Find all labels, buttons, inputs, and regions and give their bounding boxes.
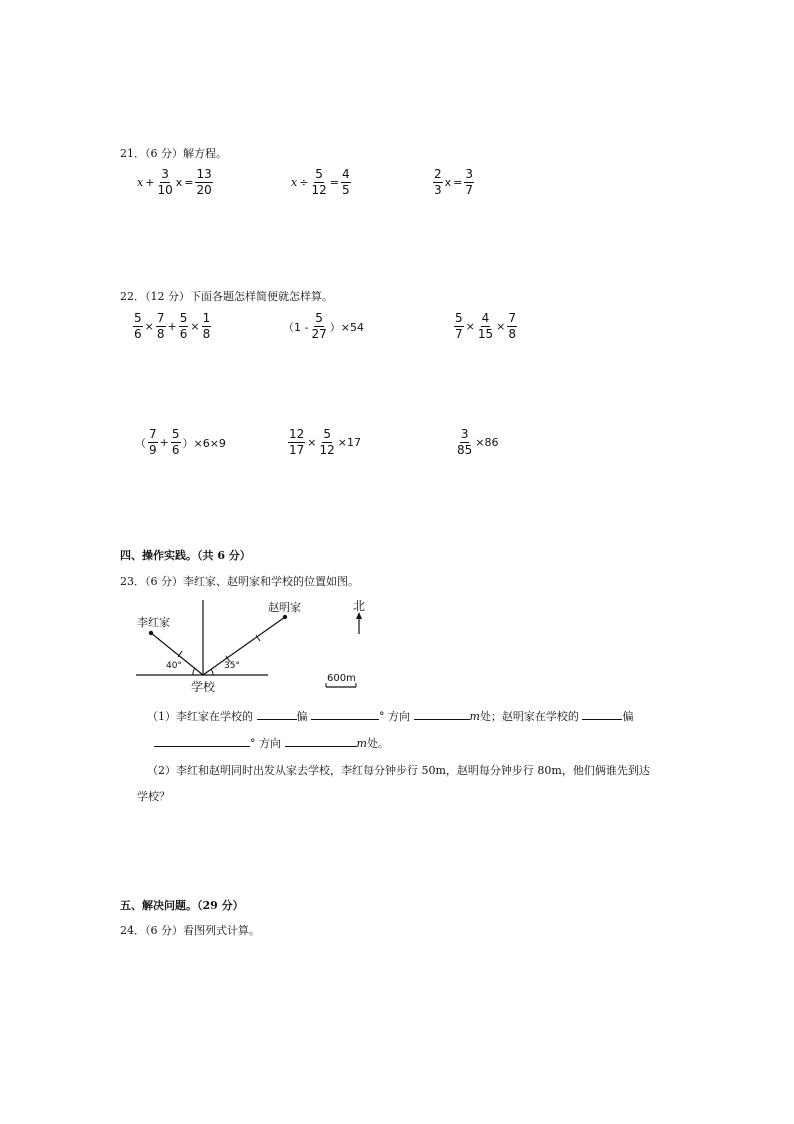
q23-part-2-line-1: （2）李红和赵明同时出发从家去学校，李红每分钟步行 50m，赵明每分钟步行 80m，他们俩谁先到达	[147, 764, 650, 777]
text: ° 方向	[379, 710, 410, 723]
unit: m	[356, 737, 367, 750]
q22-expression-4	[134, 428, 227, 457]
fraction: $\frac{5}{12}$	[311, 167, 327, 197]
zhaoming-point	[283, 615, 287, 619]
q22-expression-2	[282, 312, 365, 341]
q23-part-1-line-2	[154, 735, 389, 751]
section-5-title: 五、解决问题。（29 分）	[120, 899, 244, 912]
angle-arc-right	[211, 669, 213, 675]
unit: m	[469, 710, 480, 723]
text: ）×54	[329, 320, 364, 334]
text: （1 -	[283, 320, 309, 334]
operator: ÷	[299, 176, 309, 189]
fraction: $\frac{5}{12}$	[319, 427, 335, 457]
text: ° 方向	[250, 737, 281, 750]
text: （1）李红家在学校的	[147, 710, 253, 723]
lihong-label: 李红家	[137, 616, 170, 629]
text: 处。	[366, 737, 389, 750]
text: 偏	[296, 710, 308, 723]
fraction: $\frac{3}{7}$	[465, 167, 474, 197]
operator: +	[145, 176, 155, 189]
variable: x	[291, 176, 298, 189]
operator: ×	[307, 436, 317, 449]
fraction: $\frac{3}{85}$	[457, 427, 473, 457]
answer-blank[interactable]	[414, 708, 470, 720]
operator: +	[167, 320, 177, 333]
text: 偏	[622, 710, 634, 723]
angle-arc-left	[193, 668, 195, 675]
answer-blank[interactable]	[285, 735, 357, 747]
operator: ×	[190, 320, 200, 333]
answer-blank[interactable]	[257, 708, 297, 720]
position-diagram	[130, 596, 375, 696]
variable: x	[444, 176, 452, 189]
answer-blank[interactable]	[154, 735, 250, 747]
q23-part-2-line-2: 学校？	[137, 790, 170, 803]
operator: +	[159, 436, 169, 449]
q23-header: 23．（6 分）李红家、赵明家和学校的位置如图。	[120, 575, 359, 588]
text: ×17	[337, 436, 361, 449]
angle-label-left: 40°	[166, 661, 182, 671]
q22-expression-6	[455, 428, 500, 457]
q22-expression-3	[453, 312, 518, 341]
fraction: $\frac{13}{20}$	[196, 167, 212, 197]
q21-equation-2	[290, 168, 352, 197]
fraction: $\frac{5}{6}$	[134, 311, 142, 341]
text: （	[135, 436, 146, 450]
fraction: $\frac{5}{6}$	[171, 427, 180, 457]
operator: =	[453, 176, 463, 189]
scale-label: 600m	[327, 673, 356, 684]
zhaoming-label: 赵明家	[268, 601, 301, 614]
section-4-title: 四、操作实践。（共 6 分）	[120, 549, 251, 562]
variable: x	[137, 176, 144, 189]
q22-expression-1	[132, 312, 212, 341]
q21-equation-3	[432, 168, 475, 197]
operator: ×	[496, 320, 506, 333]
north-label: 北	[353, 599, 366, 613]
answer-blank[interactable]	[311, 708, 379, 720]
fraction: $\frac{1}{8}$	[202, 311, 211, 341]
operator: ×	[465, 320, 475, 333]
text: ×86	[475, 436, 499, 449]
fraction: $\frac{7}{9}$	[149, 427, 157, 457]
fraction: $\frac{7}{8}$	[508, 311, 516, 341]
text: 处；赵明家在学校的	[479, 710, 579, 723]
operator: =	[329, 176, 339, 189]
answer-blank[interactable]	[582, 708, 622, 720]
operator: =	[184, 176, 194, 189]
fraction: $\frac{5}{6}$	[179, 311, 188, 341]
q22-expression-5	[287, 428, 362, 457]
fraction: $\frac{3}{10}$	[157, 167, 173, 197]
q24-header: 24．（6 分）看图列式计算。	[120, 924, 260, 937]
fraction: $\frac{5}{27}$	[311, 311, 327, 341]
fraction: $\frac{7}{8}$	[156, 311, 165, 341]
fraction: $\frac{4}{15}$	[477, 311, 494, 341]
school-label: 学校	[191, 680, 216, 694]
fraction: $\frac{5}{7}$	[455, 311, 463, 341]
lihong-point	[149, 631, 153, 635]
q21-header: 21．（6 分）解方程。	[120, 147, 227, 160]
fraction: $\frac{12}{17}$	[289, 427, 305, 457]
text: ）×6×9	[182, 436, 226, 450]
q23-part-1-line-1	[147, 708, 633, 724]
fraction: $\frac{4}{5}$	[341, 167, 350, 197]
q21-equation-1	[136, 168, 214, 197]
angle-label-right: 35°	[224, 661, 240, 671]
variable: x	[175, 176, 183, 189]
fraction: $\frac{2}{3}$	[434, 167, 442, 197]
q22-header: 22．（12 分）下面各题怎样简便就怎样算。	[120, 290, 333, 303]
operator: ×	[144, 320, 154, 333]
path-to-zhaoming	[203, 617, 285, 675]
